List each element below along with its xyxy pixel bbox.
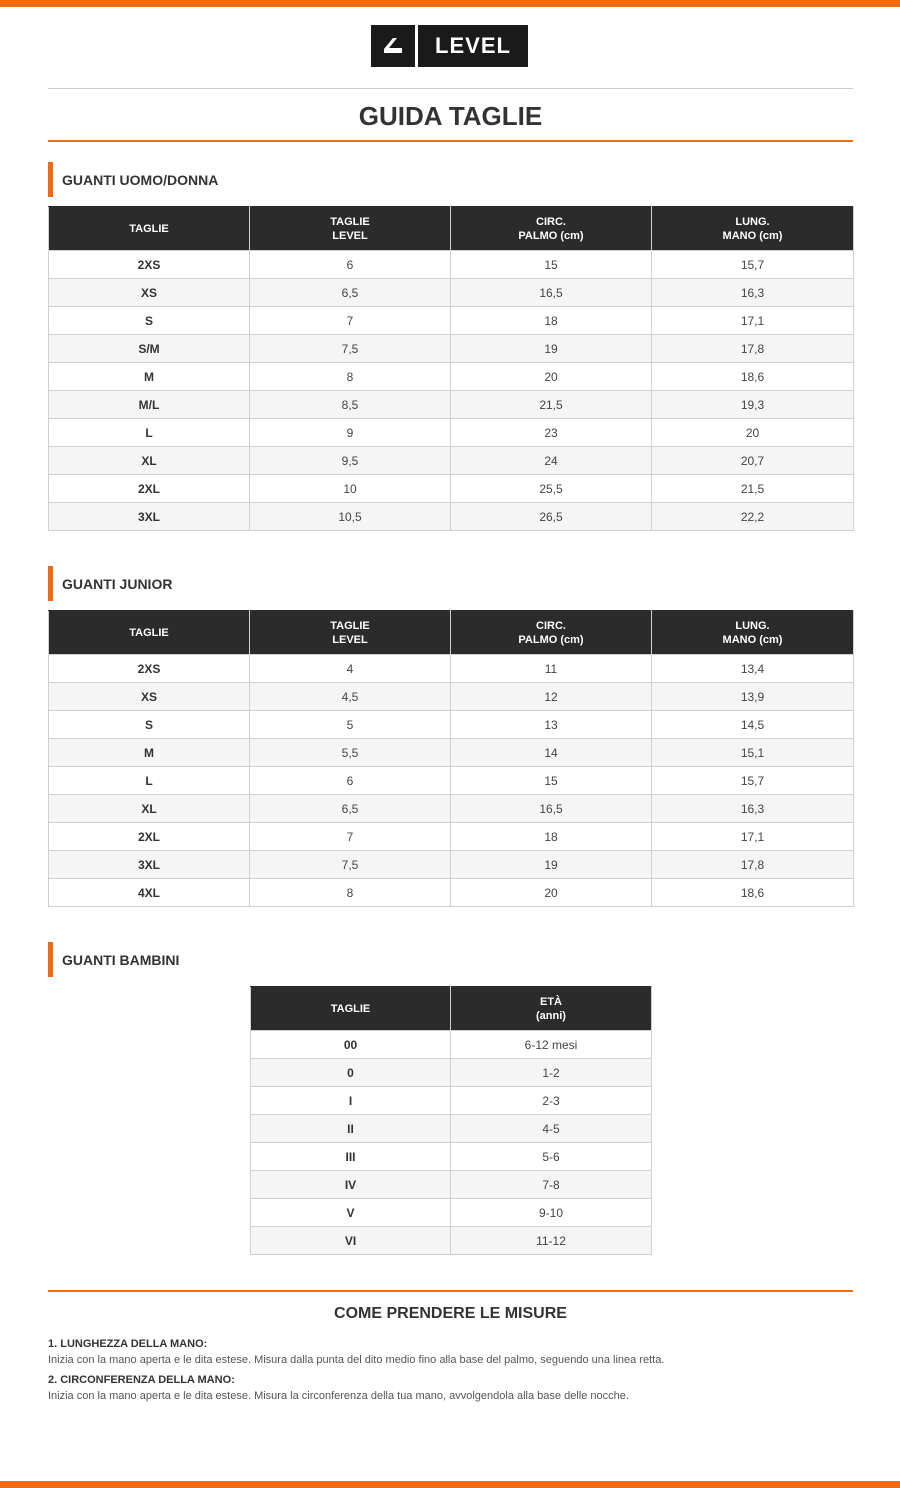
measure-heading-length: 1. LUNGHEZZA DELLA MANO: <box>48 1338 208 1350</box>
table-row <box>49 795 854 823</box>
measure-heading-circumference: 2. CIRCONFERENZA DELLA MANO: <box>48 1374 235 1386</box>
column-header: CIRC. PALMO (cm) <box>451 611 652 655</box>
size-label-cell: 3XL <box>49 851 250 879</box>
table-cell: 1-2 <box>451 1059 652 1087</box>
table-cell: 15 <box>451 251 652 279</box>
table-cell: 18 <box>451 307 652 335</box>
size-label-cell: 2XL <box>49 475 250 503</box>
table-cell: 16,5 <box>451 795 652 823</box>
column-header: TAGLIE LEVEL <box>250 611 451 655</box>
table-row <box>49 335 854 363</box>
table-row <box>251 1143 652 1171</box>
table-cell: 18,6 <box>652 879 854 907</box>
table-cell: 6,5 <box>250 279 451 307</box>
table-row <box>49 767 854 795</box>
table-row <box>251 1031 652 1059</box>
table-cell: 22,2 <box>652 503 854 531</box>
table-cell: 4,5 <box>250 683 451 711</box>
size-label-cell: XL <box>49 447 250 475</box>
size-label-cell: XS <box>49 279 250 307</box>
table-cell: 5 <box>250 711 451 739</box>
table-cell: 10,5 <box>250 503 451 531</box>
size-label-cell: 2XS <box>49 251 250 279</box>
measure-text-circumference: Inizia con la mano aperta e le dita estese. Misura la circonferenza della tua mano, avvolgendola alla base delle nocche. <box>48 1390 629 1402</box>
table-cell: 20 <box>451 363 652 391</box>
size-table-uomo-donna <box>48 206 854 531</box>
footer-divider <box>48 1290 853 1292</box>
table-cell: 16,3 <box>652 795 854 823</box>
table-cell: 12 <box>451 683 652 711</box>
table-row <box>49 851 854 879</box>
table-cell: 24 <box>451 447 652 475</box>
table-row <box>49 391 854 419</box>
table-cell: 6 <box>250 251 451 279</box>
size-label-cell: 4XL <box>49 879 250 907</box>
table-cell: 5,5 <box>250 739 451 767</box>
size-label-cell: 00 <box>251 1031 451 1059</box>
table-cell: 9 <box>250 419 451 447</box>
table-row <box>49 879 854 907</box>
table-cell: 4 <box>250 655 451 683</box>
measure-text-length: Inizia con la mano aperta e le dita estese. Misura dalla punta del dito medio fino alla base del palmo, seguendo una linea retta. <box>48 1354 665 1366</box>
table-cell: 14,5 <box>652 711 854 739</box>
size-label-cell: 3XL <box>49 503 250 531</box>
size-label-cell: IV <box>251 1171 451 1199</box>
size-label-cell: XS <box>49 683 250 711</box>
header-divider <box>48 88 853 89</box>
column-header: TAGLIE <box>49 207 250 251</box>
table-row <box>49 307 854 335</box>
table-cell: 25,5 <box>451 475 652 503</box>
table-row <box>49 711 854 739</box>
section-heading-junior: GUANTI JUNIOR <box>48 566 172 601</box>
table-cell: 15 <box>451 767 652 795</box>
brand-wordmark: LEVEL <box>418 25 528 67</box>
page-title: GUIDA TAGLIE <box>358 101 543 131</box>
table-cell: 20 <box>652 419 854 447</box>
table-row <box>49 419 854 447</box>
column-header: TAGLIE LEVEL <box>250 207 451 251</box>
size-label-cell: M <box>49 739 250 767</box>
table-cell: 7,5 <box>250 335 451 363</box>
table-cell: 14 <box>451 739 652 767</box>
table-cell: 5-6 <box>451 1143 652 1171</box>
bottom-accent-bar <box>0 1481 900 1488</box>
table-cell: 19 <box>451 851 652 879</box>
column-header: ETÀ (anni) <box>451 987 652 1031</box>
table-cell: 23 <box>451 419 652 447</box>
table-cell: 19 <box>451 335 652 363</box>
column-header: TAGLIE <box>49 611 250 655</box>
title-underline <box>48 140 853 142</box>
table-cell: 6,5 <box>250 795 451 823</box>
table-row <box>49 447 854 475</box>
table-row <box>251 1059 652 1087</box>
table-cell: 15,7 <box>652 251 854 279</box>
table-cell: 26,5 <box>451 503 652 531</box>
table-cell: 20 <box>451 879 652 907</box>
table-cell: 13 <box>451 711 652 739</box>
size-label-cell: S <box>49 307 250 335</box>
section-heading-uomo-donna: GUANTI UOMO/DONNA <box>48 162 218 197</box>
table-cell: 17,1 <box>652 307 854 335</box>
table-cell: 17,8 <box>652 335 854 363</box>
table-row <box>251 1171 652 1199</box>
table-row <box>251 1087 652 1115</box>
table-row <box>49 475 854 503</box>
table-cell: 8 <box>250 879 451 907</box>
table-cell: 21,5 <box>451 391 652 419</box>
table-cell: 2-3 <box>451 1087 652 1115</box>
size-label-cell: 2XS <box>49 655 250 683</box>
table-cell: 4-5 <box>451 1115 652 1143</box>
size-label-cell: S <box>49 711 250 739</box>
table-cell: 7 <box>250 823 451 851</box>
section-heading-bambini: GUANTI BAMBINI <box>48 942 179 977</box>
table-cell: 21,5 <box>652 475 854 503</box>
table-cell: 15,1 <box>652 739 854 767</box>
size-table-bambini <box>250 986 652 1255</box>
table-row <box>49 655 854 683</box>
size-label-cell: 0 <box>251 1059 451 1087</box>
table-row <box>251 1227 652 1255</box>
table-cell: 17,1 <box>652 823 854 851</box>
size-label-cell: XL <box>49 795 250 823</box>
table-cell: 8 <box>250 363 451 391</box>
size-label-cell: III <box>251 1143 451 1171</box>
table-row <box>49 279 854 307</box>
size-label-cell: I <box>251 1087 451 1115</box>
table-header-row <box>49 611 854 655</box>
table-cell: 20,7 <box>652 447 854 475</box>
table-cell: 9-10 <box>451 1199 652 1227</box>
table-cell: 18 <box>451 823 652 851</box>
top-accent-bar <box>0 0 900 7</box>
size-label-cell: V <box>251 1199 451 1227</box>
table-row <box>251 1199 652 1227</box>
table-row <box>49 363 854 391</box>
table-header-row <box>251 987 652 1031</box>
level-logo-icon <box>371 25 415 67</box>
size-label-cell: L <box>49 767 250 795</box>
table-row <box>49 683 854 711</box>
column-header: TAGLIE <box>251 987 451 1031</box>
table-row <box>49 739 854 767</box>
table-cell: 11 <box>451 655 652 683</box>
table-cell: 17,8 <box>652 851 854 879</box>
column-header: CIRC. PALMO (cm) <box>451 207 652 251</box>
size-label-cell: 2XL <box>49 823 250 851</box>
table-cell: 8,5 <box>250 391 451 419</box>
table-cell: 13,4 <box>652 655 854 683</box>
size-label-cell: II <box>251 1115 451 1143</box>
size-label-cell: S/M <box>49 335 250 363</box>
table-cell: 18,6 <box>652 363 854 391</box>
table-header-row <box>49 207 854 251</box>
table-cell: 15,7 <box>652 767 854 795</box>
table-cell: 7 <box>250 307 451 335</box>
size-label-cell: L <box>49 419 250 447</box>
brand-logo <box>371 25 528 67</box>
table-cell: 11-12 <box>451 1227 652 1255</box>
size-table-junior <box>48 610 854 907</box>
column-header: LUNG. MANO (cm) <box>652 207 854 251</box>
table-row <box>251 1115 652 1143</box>
size-label-cell: M/L <box>49 391 250 419</box>
column-header: LUNG. MANO (cm) <box>652 611 854 655</box>
table-cell: 16,5 <box>451 279 652 307</box>
table-cell: 7-8 <box>451 1171 652 1199</box>
table-row <box>49 823 854 851</box>
table-row <box>49 503 854 531</box>
size-label-cell: M <box>49 363 250 391</box>
table-cell: 16,3 <box>652 279 854 307</box>
table-cell: 7,5 <box>250 851 451 879</box>
size-label-cell: VI <box>251 1227 451 1255</box>
table-cell: 10 <box>250 475 451 503</box>
table-cell: 19,3 <box>652 391 854 419</box>
table-row <box>49 251 854 279</box>
table-cell: 13,9 <box>652 683 854 711</box>
table-cell: 9,5 <box>250 447 451 475</box>
measure-title: COME PRENDERE LE MISURE <box>334 1305 567 1322</box>
table-cell: 6-12 mesi <box>451 1031 652 1059</box>
table-cell: 6 <box>250 767 451 795</box>
